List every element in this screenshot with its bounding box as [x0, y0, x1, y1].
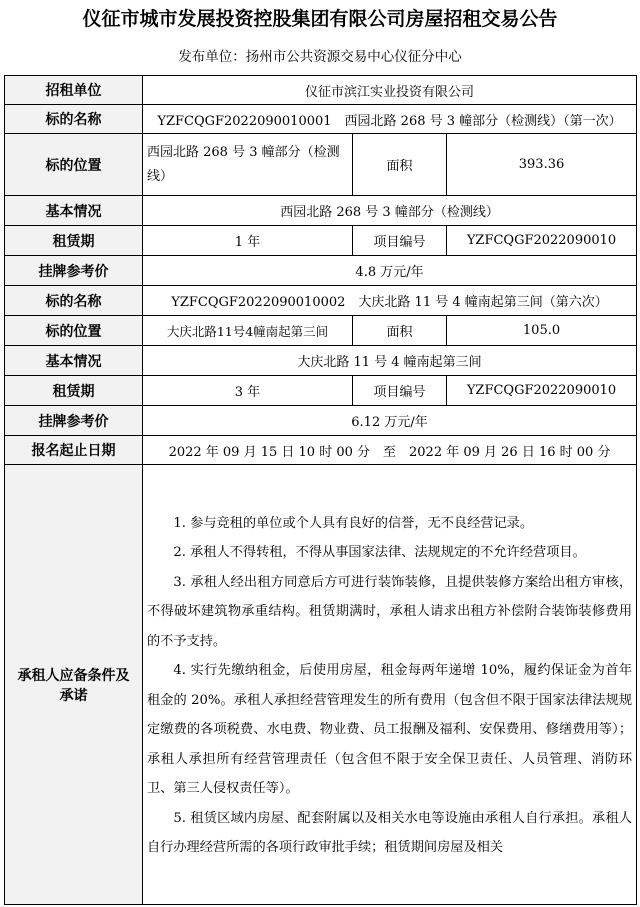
lot2-location-value: 大庆北路11号4幢南起第三间 — [143, 316, 353, 346]
signup-period-label: 报名起止日期 — [5, 436, 143, 465]
lot1-term-value: 1 年 — [143, 226, 353, 256]
table-row — [5, 316, 637, 346]
table-row — [5, 196, 637, 226]
table-row — [5, 436, 637, 465]
terms-item: 5. 租赁区域内房屋、配套附属以及相关水电等设施由承租人自行承担。承租人自行办理经营所需的各项行政审批手续；租赁期间房屋及相关 — [147, 810, 633, 855]
terms-item: 4. 实行先缴纳租金，后使用房屋，租金每两年递增 10%，履约保证金为首年租金的 20%。承租人承担经营管理发生的所有费用（包含但不限于国家法律法规规定缴费的各项税费、水电费、物业费、员工报酬及福利、安保费用、修缮费用等）；承租人承担所有经营管理责任（包含但不限于安全保卫责任、人员管理、消防环卫、第三人侵权责任等）。 — [147, 663, 633, 796]
lot1-project-no-value: YZFCQGF2022090010 — [447, 226, 637, 256]
lot1-project-no-label: 项目编号 — [353, 226, 447, 256]
page-title: 仪征市城市发展投资控股集团有限公司房屋招租交易公告 — [82, 8, 558, 30]
table-row — [5, 256, 637, 286]
announcement-table — [4, 75, 637, 905]
table-row — [5, 286, 637, 316]
lot1-area-value: 393.36 — [447, 134, 637, 196]
lot1-name-value: YZFCQGF2022090010001 西园北路 268 号 3 幢部分（检测线）（第一次） — [143, 105, 637, 134]
lot1-term-label: 租赁期 — [5, 226, 143, 256]
terms-content — [143, 465, 637, 905]
lot1-price-label: 挂牌参考价 — [5, 256, 143, 286]
lot1-basic-label: 基本情况 — [5, 196, 143, 226]
lot1-name-label: 标的名称 — [5, 105, 143, 134]
table-row — [5, 465, 637, 905]
table-row — [5, 406, 637, 436]
tenderer-value: 仪征市滨江实业投资有限公司 — [143, 76, 637, 105]
publisher-line: 发布单位：扬州市公共资源交易中心仪征分中心 — [178, 49, 462, 65]
table-row — [5, 226, 637, 256]
lot2-price-label: 挂牌参考价 — [5, 406, 143, 436]
table-row — [5, 134, 637, 196]
lot2-name-value: YZFCQGF2022090010002 大庆北路 11 号 4 幢南起第三间（第六次） — [143, 286, 637, 316]
lot2-basic-label: 基本情况 — [5, 346, 143, 376]
lot2-project-no-value: YZFCQGF2022090010 — [447, 376, 637, 406]
lot2-area-label: 面积 — [353, 316, 447, 346]
lot1-basic-value: 西园北路 268 号 3 幢部分（检测线） — [143, 196, 637, 226]
lot2-project-no-label: 项目编号 — [353, 376, 447, 406]
terms-item: 1. 参与竞租的单位或个人具有良好的信誉，无不良经营记录。 — [173, 515, 534, 531]
table-row — [5, 105, 637, 134]
lot2-term-label: 租赁期 — [5, 376, 143, 406]
lot1-location-value: 西园北路 268 号 3 幢部分（检测线） — [143, 134, 353, 196]
lot2-price-value: 6.12 万元/年 — [143, 406, 637, 436]
terms-item: 3. 承租人经出租方同意后方可进行装饰装修，且提供装修方案给出租方审核，不得破坏建筑物承重结构。租赁期满时，承租人请求出租方补偿附合装饰装修费用的不予支持。 — [147, 574, 633, 649]
lot2-name-label: 标的名称 — [5, 286, 143, 316]
table-row — [5, 376, 637, 406]
lot1-price-value: 4.8 万元/年 — [143, 256, 637, 286]
lot1-area-label: 面积 — [353, 134, 447, 196]
signup-period-value: 2022 年 09 月 15 日 10 时 00 分 至 2022 年 09 月 26 日 16 时 00 分 — [143, 436, 637, 465]
terms-label: 承租人应备条件及承诺 — [5, 465, 143, 905]
lot2-location-label: 标的位置 — [5, 316, 143, 346]
lot2-term-value: 3 年 — [143, 376, 353, 406]
lot2-basic-value: 大庆北路 11 号 4 幢南起第三间 — [143, 346, 637, 376]
lot1-location-label: 标的位置 — [5, 134, 143, 196]
terms-item: 2. 承租人不得转租，不得从事国家法律、法规规定的不允许经营项目。 — [173, 545, 586, 560]
table-row — [5, 346, 637, 376]
lot2-area-value: 105.0 — [447, 316, 637, 346]
tenderer-label: 招租单位 — [5, 76, 143, 105]
table-row — [5, 76, 637, 105]
